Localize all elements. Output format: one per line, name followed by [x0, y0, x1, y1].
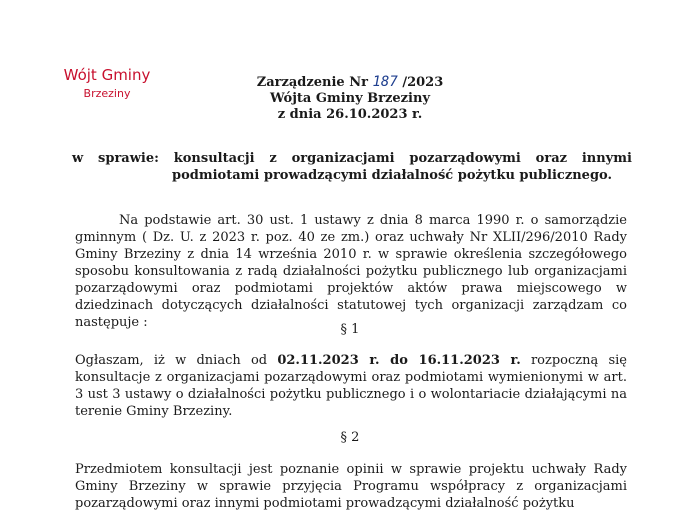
issuer-line: Wójta Gminy Brzeziny [269, 91, 430, 106]
section-1-paragraph [75, 352, 627, 420]
section-2-text: Przedmiotem konsultacji jest poznanie opinii w sprawie projektu uchwały Rady Gminy Brzeziny w sprawie przyjęcia Programu współpracy z organizacjami pozarządowymi oraz innymi podmiotami prowadzącymi działalność pożytku [75, 462, 627, 511]
subject-line-2: podmiotami prowadzącymi działalność pożytku publicznego. [171, 168, 613, 183]
subject-word: organizacjami [291, 151, 395, 166]
subject-word: z [269, 151, 277, 166]
subject-word: pozarządowymi [409, 151, 521, 166]
issue-date: z dnia 26.10.2023 r. [277, 107, 423, 122]
preamble-text: Na podstawie art. 30 ust. 1 ustawy z dnia 8 marca 1990 r. o samorządzie gminnym ( Dz. U. z 2023 r. poz. 40 ze zm.) oraz uchwały Nr XLII/296/2010 Rady Gminy Brzeziny z dnia 14 września 2010 r. w sprawie określenia szczegółowego sposobu konsultowania z radą działalności pożytku publicznego lub organizacjami pozarządowymi oraz podmiotami projektów aktów prawa miejscowego w dziedzinach dotyczących działalności statutowej tych organizacji zarządzam co następuje : [75, 213, 627, 330]
ordinance-title [0, 74, 700, 90]
section-2-mark: § 2 [340, 430, 360, 445]
title-suffix: /2023 [402, 75, 444, 90]
stamp-subtitle: Brzeziny [83, 87, 131, 100]
subject-word: w [72, 151, 84, 166]
subject-word: innymi [581, 151, 632, 166]
subject-word: oraz [535, 151, 567, 166]
section-2-paragraph [75, 461, 627, 512]
stamp-title: Wójt Gminy [63, 66, 151, 84]
subject-line-1 [72, 150, 632, 167]
section-1-mark: § 1 [340, 322, 360, 337]
subject-word: konsultacji [173, 151, 255, 166]
subject-word: sprawie: [98, 151, 159, 166]
section-1-text-after: rozpoczną się konsultacje z organizacjami pozarządowymi oraz podmiotami wymienionymi w art. 3 ust 3 ustawy o działalności pożytku publicznego i o wolontariacie działającymi na terenie Gminy Brzeziny. [75, 353, 628, 419]
section-1-text-before: Ogłaszam, iż w dniach od [75, 353, 268, 368]
title-prefix: Zarządzenie Nr [256, 75, 368, 90]
subject-block [72, 150, 632, 184]
preamble-paragraph [75, 212, 627, 331]
consultation-dates: 02.11.2023 r. do 16.11.2023 r. [277, 353, 521, 368]
handwritten-number: 187 [372, 74, 398, 90]
